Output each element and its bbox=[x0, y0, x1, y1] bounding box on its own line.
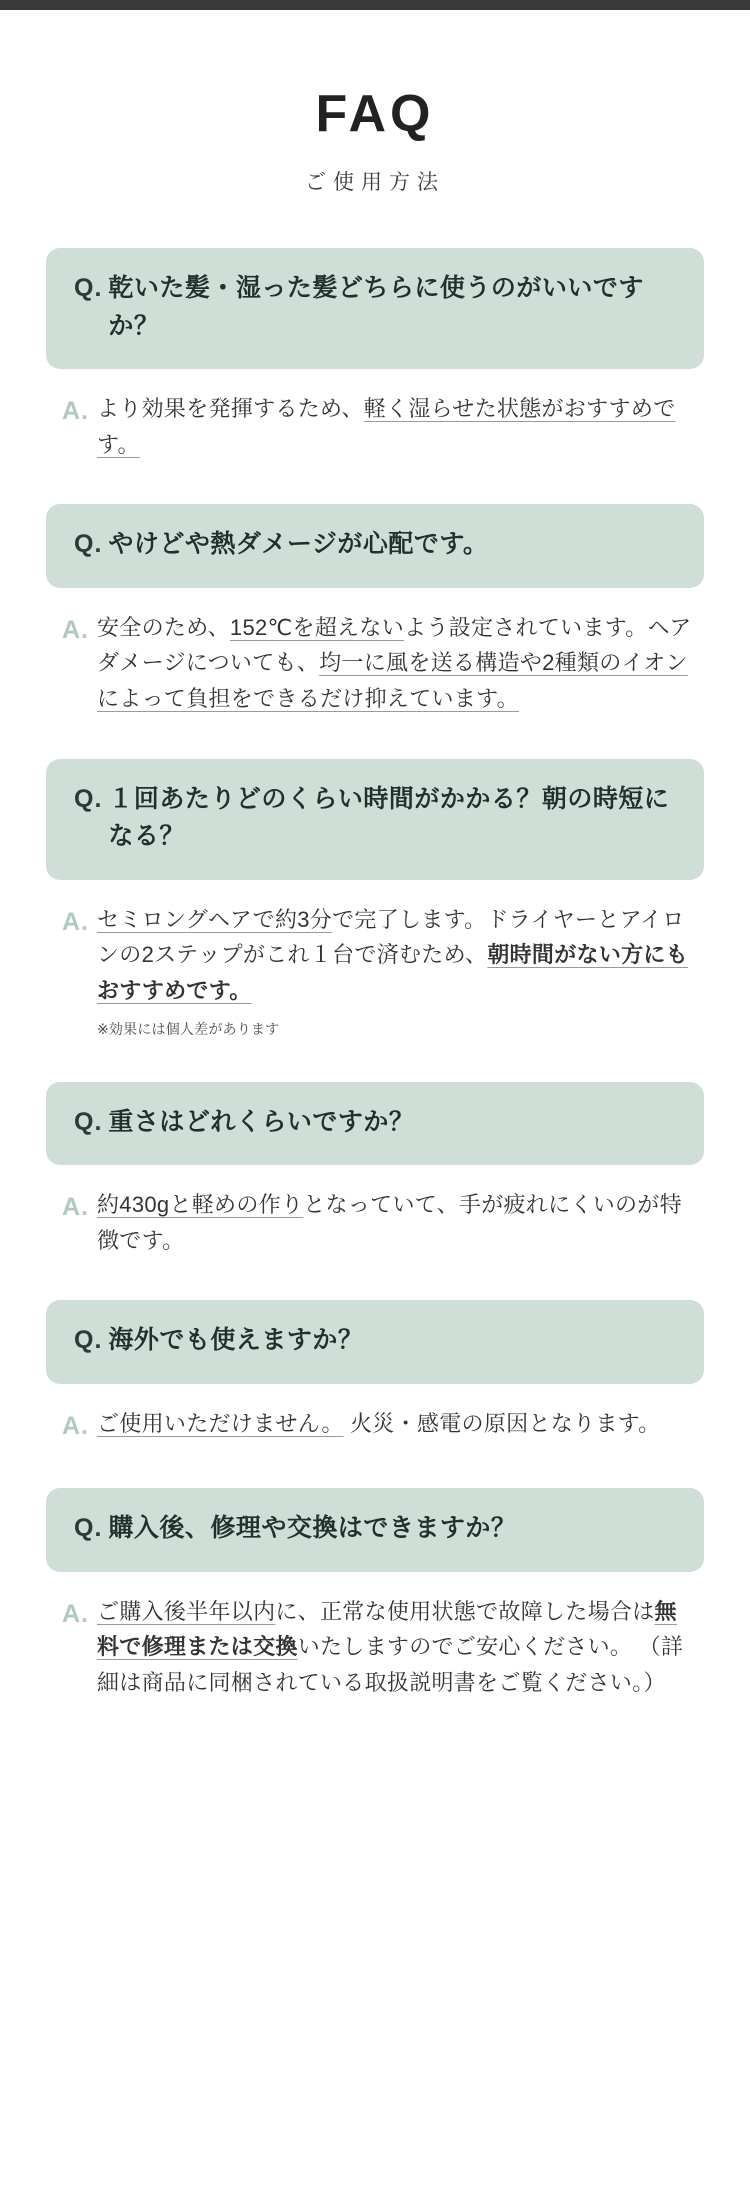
answer-marker: A. bbox=[62, 907, 89, 936]
question-marker: Q. bbox=[74, 530, 103, 559]
faq-item bbox=[46, 1300, 704, 1446]
faq-question[interactable] bbox=[46, 759, 704, 880]
answer-text bbox=[97, 391, 694, 462]
answer-segment: より効果を発揮するため、 bbox=[97, 396, 364, 421]
faq-answer bbox=[46, 588, 704, 717]
question-text: 海外でも使えますか？ bbox=[108, 1326, 364, 1355]
top-bar bbox=[0, 0, 750, 10]
question-marker: Q. bbox=[74, 1514, 103, 1543]
question-text: 購入後、修理や交換はできますか？ bbox=[108, 1514, 517, 1543]
question-text: 重さはどれくらいですか？ bbox=[108, 1107, 415, 1136]
faq-question[interactable] bbox=[46, 1082, 704, 1166]
answer-text bbox=[97, 1406, 660, 1442]
answer-body bbox=[97, 1187, 694, 1258]
question-text: やけどや熱ダメージが心配です。 bbox=[108, 530, 489, 559]
answer-segment: セミロングヘアで約3分 bbox=[97, 906, 333, 932]
question-marker: Q. bbox=[74, 274, 103, 302]
answer-text bbox=[97, 610, 694, 717]
answer-text bbox=[97, 902, 694, 1009]
answer-note: ※効果には個人差があります bbox=[97, 1020, 280, 1037]
answer-text bbox=[97, 1187, 694, 1258]
question-marker: Q. bbox=[74, 784, 103, 813]
faq-answer bbox=[46, 880, 704, 1040]
faq-question[interactable] bbox=[46, 248, 704, 369]
answer-body bbox=[97, 391, 694, 462]
answer-segment: 軽く湿らせた状態がおすすめです。 bbox=[97, 396, 676, 457]
faq-answer bbox=[46, 1572, 704, 1701]
faq-answer bbox=[46, 1165, 704, 1258]
faq-item bbox=[46, 504, 704, 716]
answer-marker: A. bbox=[62, 1411, 89, 1440]
faq-answer bbox=[46, 369, 704, 462]
answer-segment: で完了します。ドライヤーとアイロンの2ステップがこれ１台で済むため、 bbox=[97, 906, 685, 968]
answer-marker: A. bbox=[62, 397, 89, 425]
answer-segment: 均一に風を送る構造や2種類のイオンによって負担をできるだけ抑えています。 bbox=[97, 650, 688, 711]
faq-item bbox=[46, 759, 704, 1040]
answer-marker: A. bbox=[62, 1599, 89, 1628]
answer-segment: 朝時間がない方にもおすすめです。 bbox=[97, 942, 689, 1003]
question-marker: Q. bbox=[74, 1326, 103, 1355]
faq-question[interactable] bbox=[46, 1300, 704, 1384]
faq-answer bbox=[46, 1384, 704, 1447]
answer-segment: いたしますのでご安心ください。 （詳細は商品に同梱されている取扱説明書をご覧ください。） bbox=[97, 1634, 684, 1695]
answer-segment: 約430gと軽めの作り bbox=[97, 1192, 304, 1217]
answer-segment: ご使用いただけません。 bbox=[97, 1410, 344, 1436]
answer-marker: A. bbox=[62, 615, 89, 644]
answer-segment: に、正常な使用状態で故障した場合は bbox=[275, 1598, 655, 1624]
answer-body bbox=[97, 610, 694, 717]
question-text: 乾いた髪・湿った髪どちらに使うのがいいですか？ bbox=[108, 274, 644, 340]
faq-item bbox=[46, 1082, 704, 1259]
answer-segment: 152℃を超えない bbox=[229, 614, 405, 640]
question-marker: Q. bbox=[74, 1107, 103, 1136]
answer-marker: A. bbox=[62, 1193, 89, 1221]
answer-segment: よう設定されています。ヘアダメージについても、 bbox=[97, 614, 692, 676]
page-subtitle: ご使用方法 bbox=[305, 171, 445, 194]
faq-question[interactable] bbox=[46, 1488, 704, 1572]
answer-body bbox=[97, 902, 694, 1040]
answer-segment: ご購入後半年以内 bbox=[97, 1598, 276, 1624]
answer-segment: 安全のため、 bbox=[97, 614, 230, 640]
faq-item bbox=[46, 248, 704, 462]
page-header bbox=[0, 10, 750, 196]
answer-text bbox=[97, 1594, 694, 1701]
answer-segment: となっていて、手が疲れにくいのが特徴です。 bbox=[97, 1192, 682, 1253]
question-text: １回あたりどのくらい時間がかかる？朝の時短になる？ bbox=[108, 784, 670, 851]
answer-segment: 無料で修理または交換 bbox=[97, 1598, 677, 1660]
answer-body bbox=[97, 1406, 660, 1442]
answer-body bbox=[97, 1594, 694, 1701]
page-title: FAQ bbox=[315, 85, 435, 143]
answer-segment: 火災・感電の原因となります。 bbox=[343, 1410, 661, 1436]
faq-question[interactable] bbox=[46, 504, 704, 588]
faq-item bbox=[46, 1488, 704, 1700]
faq-list bbox=[0, 248, 750, 1701]
